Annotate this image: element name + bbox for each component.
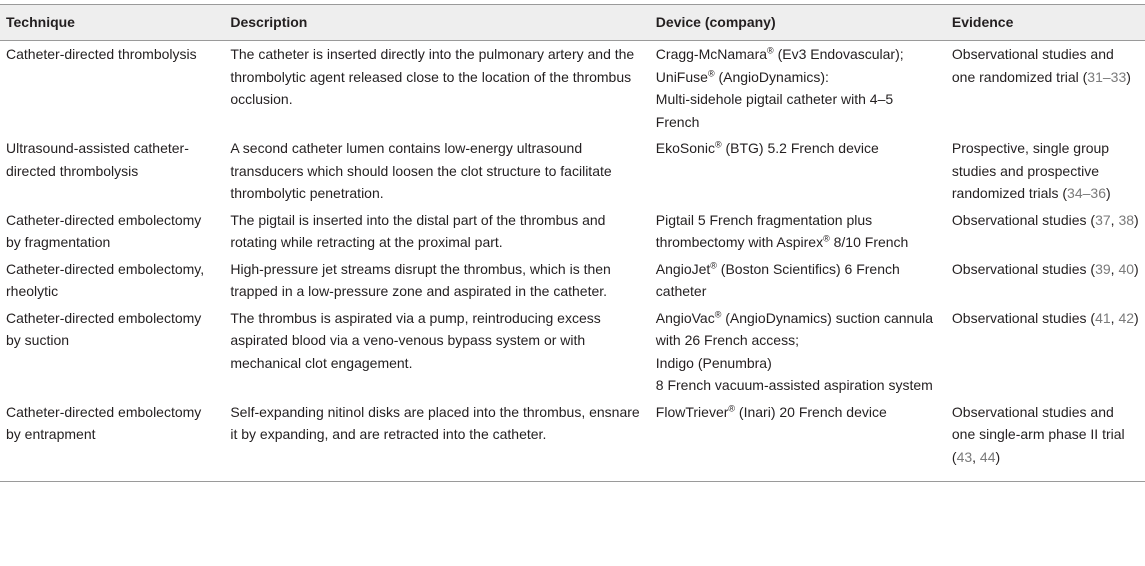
header-row xyxy=(0,5,1145,41)
device-text: (BTG) 5.2 French device xyxy=(721,140,879,156)
registered-mark: ® xyxy=(714,139,722,150)
table-row xyxy=(0,305,1145,399)
techniques-table xyxy=(0,4,1145,482)
reference-link[interactable]: 42 xyxy=(1118,309,1135,326)
cell-device xyxy=(650,399,946,482)
evidence-text: Observational studies and one single-arm phase II trial ( xyxy=(951,403,1125,465)
header-evidence: Evidence xyxy=(946,5,1145,41)
table-row xyxy=(0,207,1145,256)
evidence-close: ) xyxy=(1134,211,1139,228)
registered-mark: ® xyxy=(707,67,715,78)
cell-device xyxy=(650,41,946,136)
device-text: Indigo (Penumbra) xyxy=(655,354,772,371)
evidence-close: ) xyxy=(1134,309,1139,326)
table-row xyxy=(0,135,1145,207)
registered-mark: ® xyxy=(767,45,774,56)
table-row xyxy=(0,256,1145,305)
evidence-close: ) xyxy=(1105,185,1111,201)
table-row xyxy=(0,41,1145,136)
ref-separator: , xyxy=(1110,309,1119,326)
cell-device xyxy=(650,256,946,305)
ref-separator: , xyxy=(1110,211,1119,228)
device-text: UniFuse xyxy=(655,68,708,85)
evidence-close: ) xyxy=(1134,260,1139,277)
cell-description: The catheter is inserted directly into the pulmonary artery and the thrombolytic agent released close to the location of the thrombus occlusion. xyxy=(230,46,635,107)
cell-evidence xyxy=(946,207,1145,256)
device-text: (Boston Scientifics) 6 French catheter xyxy=(655,260,900,299)
evidence-text: Observational studies ( xyxy=(951,309,1096,326)
device-text: FlowTriever xyxy=(655,403,729,420)
reference-link[interactable]: 31–33 xyxy=(1087,68,1127,85)
header-device: Device (company) xyxy=(650,5,946,41)
cell-technique: Catheter-directed embolectomy, rheolytic xyxy=(6,260,205,299)
cell-technique: Ultrasound-assisted catheter-directed thrombolysis xyxy=(6,140,189,179)
evidence-text: Prospective, single group studies and prospective randomized trials ( xyxy=(951,140,1110,201)
cell-technique: Catheter-directed embolectomy by entrapment xyxy=(0,399,224,482)
table-row xyxy=(0,399,1145,482)
cell-device xyxy=(650,135,946,207)
cell-technique: Catheter-directed thrombolysis xyxy=(6,46,197,62)
device-text: (AngioDynamics): xyxy=(714,68,829,85)
cell-description: Self-expanding nitinol disks are placed into the thrombus, ensnare it by expanding, and are retracted into the catheter. xyxy=(224,399,649,482)
table-body xyxy=(0,41,1145,482)
header-description: Description xyxy=(224,5,649,41)
reference-link[interactable]: 37 xyxy=(1095,211,1111,228)
cell-device xyxy=(650,207,946,256)
cell-evidence xyxy=(946,399,1145,482)
registered-mark: ® xyxy=(728,402,736,413)
reference-link[interactable]: 38 xyxy=(1118,211,1135,228)
reference-link[interactable]: 40 xyxy=(1118,260,1135,277)
device-text: 8 French vacuum-assisted aspiration system xyxy=(655,377,933,393)
cell-description: The pigtail is inserted into the distal part of the thrombus and rotating while retracting at the proximal part. xyxy=(230,211,606,250)
evidence-text: Observational studies ( xyxy=(951,211,1096,228)
device-text: Multi-sidehole pigtail catheter with 4–5 French xyxy=(655,91,894,130)
registered-mark: ® xyxy=(823,233,830,244)
evidence-close: ) xyxy=(995,448,1001,465)
evidence-close: ) xyxy=(1126,68,1131,85)
cell-evidence xyxy=(946,41,1145,136)
reference-link[interactable]: 41 xyxy=(1095,309,1111,326)
evidence-text: Observational studies ( xyxy=(951,260,1096,277)
evidence-text: Observational studies and one randomized trial ( xyxy=(951,46,1114,85)
device-text: AngioJet xyxy=(655,260,711,277)
registered-mark: ® xyxy=(710,259,717,270)
reference-link[interactable]: 44 xyxy=(979,448,996,465)
cell-evidence xyxy=(946,305,1145,399)
ref-separator: , xyxy=(1110,260,1119,277)
cell-description: A second catheter lumen contains low-energy ultrasound transducers which should loosen the clot structure to facilitate thrombolytic penetration. xyxy=(230,140,612,201)
cell-technique: Catheter-directed embolectomy by fragmentation xyxy=(6,211,202,250)
reference-link[interactable]: 39 xyxy=(1095,260,1111,277)
device-text: Cragg-McNamara xyxy=(655,46,768,62)
device-text: AngioVac xyxy=(655,309,715,326)
cell-description: The thrombus is aspirated via a pump, reintroducing excess aspirated blood via a veno-venous bypass system or with mechanical clot engagement. xyxy=(230,309,601,371)
cell-device xyxy=(650,305,946,399)
device-text: (Inari) 20 French device xyxy=(735,403,887,420)
device-text: Pigtail 5 French fragmentation plus thrombectomy with Aspirex xyxy=(655,211,873,250)
device-text: (Ev3 Endovascular); xyxy=(773,46,904,62)
cell-technique: Catheter-directed embolectomy by suction xyxy=(6,309,202,348)
ref-separator: , xyxy=(972,448,980,465)
device-text: EkoSonic xyxy=(655,140,715,156)
device-text: (AngioDynamics) suction cannula with 26 French access; xyxy=(655,309,933,348)
cell-evidence xyxy=(946,135,1145,207)
device-text: 8/10 French xyxy=(829,234,909,250)
header-technique: Technique xyxy=(0,5,224,41)
reference-link[interactable]: 43 xyxy=(956,448,973,465)
reference-link[interactable]: 34–36 xyxy=(1067,185,1106,201)
registered-mark: ® xyxy=(714,308,722,319)
cell-description: High-pressure jet streams disrupt the thrombus, which is then trapped in a low-pressure zone and aspirated in the catheter. xyxy=(230,260,611,299)
cell-evidence xyxy=(946,256,1145,305)
